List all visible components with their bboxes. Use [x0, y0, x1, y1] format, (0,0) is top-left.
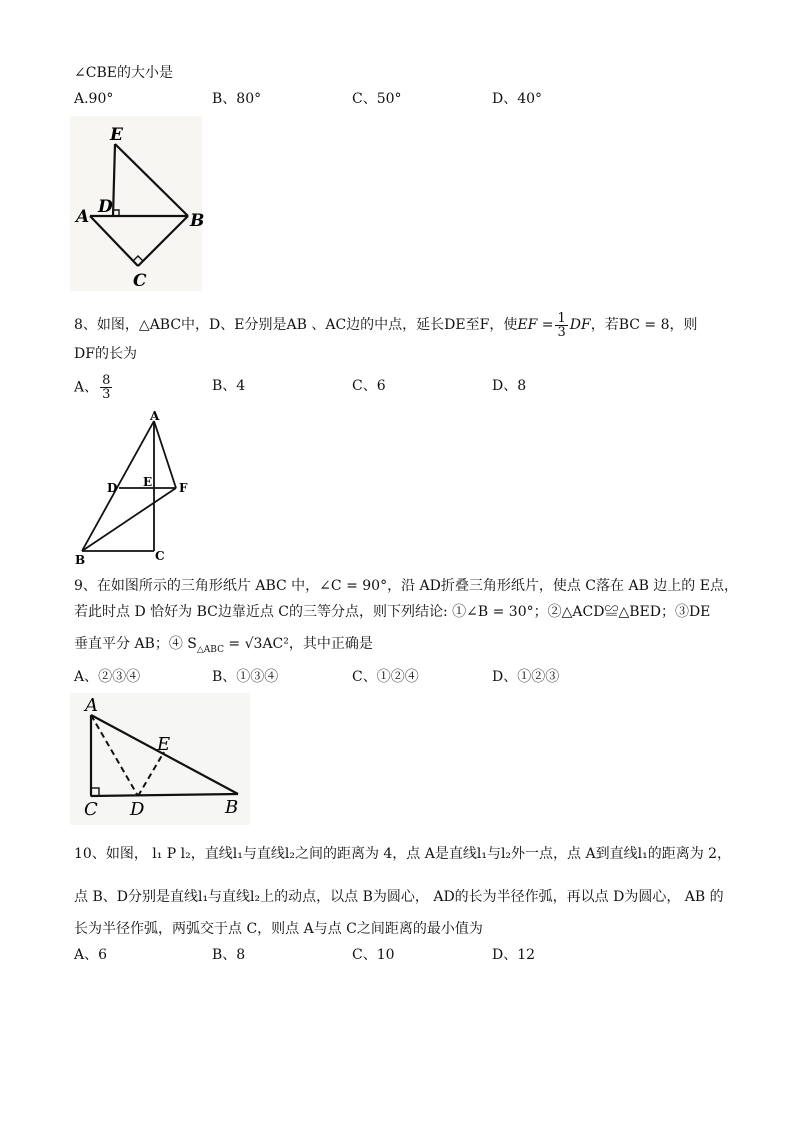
q8-option-d[interactable]: D、8 [492, 378, 527, 394]
q9-stem-line1: 9、在如图所示的三角形纸片 ABC 中，∠C = 90°，沿 AD折叠三角形纸片，使点 C落在 AB 边上的 E点， [74, 578, 738, 594]
q8-edge-bf [82, 488, 176, 551]
q9-option-b[interactable]: B、①③④ [212, 669, 279, 685]
q9-label-b: B [225, 797, 239, 818]
q8-option-c[interactable]: C、6 [352, 378, 386, 394]
q10-option-d[interactable]: D、12 [492, 947, 536, 963]
q9-label-a: A [85, 695, 98, 716]
q10-stem-line2: 点 B、D分别是直线l₁与直线l₂上的动点，以点 B为圆心， AD的长为半径作弧，再以点 D为圆心， AB 的 [74, 889, 724, 905]
q7-label-b: B [190, 211, 205, 231]
q10-option-c[interactable]: C、10 [352, 947, 395, 963]
q7-stem-tail: ∠CBE的大小是 [74, 65, 173, 81]
q8-options [74, 373, 634, 406]
q8-option-a-num: 8 [102, 373, 111, 388]
q8-text1: 如图，△ABC中，D、E分别是AB 、AC边的中点，延长DE至F，使 [96, 317, 518, 333]
q8-df: DF [569, 317, 591, 333]
q8-frac-den: 3 [557, 324, 566, 340]
q9-line3-a: 垂直平分 AB；④ S [74, 636, 197, 652]
q7-label-c: C [133, 271, 147, 291]
q9-option-a[interactable]: A、②③④ [74, 669, 141, 685]
q9-label-c: C [84, 799, 98, 820]
q7-figure [70, 116, 205, 291]
q8-ef: EF = [517, 317, 554, 333]
q9-option-c[interactable]: C、①②④ [352, 669, 419, 685]
q7-label-a: A [76, 207, 90, 227]
q8-option-a-den: 3 [102, 387, 111, 402]
q9-stem-line2: 若此时点 D 恰好为 BC边靠近点 C的三等分点，则下列结论: ①∠B = 30°；②△ACD≌△BED；③DE [74, 604, 711, 620]
q8-label-b: B [75, 553, 86, 567]
q8-label-e: E [143, 475, 153, 489]
q8-option-a-prefix: A、 [74, 379, 99, 396]
q7-option-d[interactable]: D、40° [492, 91, 543, 107]
q10-option-b[interactable]: B、8 [212, 947, 246, 963]
q8-label-f: F [179, 481, 188, 495]
q9-figure [70, 693, 250, 825]
q8-label-c: C [155, 549, 165, 563]
q9-line3-b: = √3AC²，其中正确是 [223, 636, 373, 652]
q8-frac-num: 1 [557, 310, 566, 326]
q8-fraction-one-third [555, 312, 567, 339]
q8-label-a: A [150, 409, 160, 423]
q8-edge-af [154, 421, 176, 488]
q8-number: 8、 [74, 317, 97, 333]
q10-stem-line1: 10、如图， l₁ P l₂，直线l₁与直线l₂之间的距离为 4，点 A是直线l₁与l₂外一点，点 A到直线l₁的距离为 2， [74, 846, 732, 862]
q8-option-a-fraction [100, 374, 112, 401]
q8-text2: ，若BC = 8，则 [590, 317, 698, 333]
q9-options [74, 667, 634, 687]
q8-label-d: D [107, 481, 118, 495]
q7-options [74, 89, 634, 109]
q10-options [74, 945, 634, 965]
q7-label-e: E [110, 125, 123, 145]
q10-option-a[interactable]: A、6 [74, 947, 108, 963]
q8-stem-line2: DF的长为 [74, 346, 137, 362]
q7-label-d: D [98, 197, 113, 217]
q9-stem-line3 [74, 634, 373, 660]
q9-line3-sub: △ABC [196, 644, 224, 655]
q9-option-d[interactable]: D、①②③ [492, 669, 560, 685]
q8-option-b[interactable]: B、4 [212, 378, 246, 394]
q8-figure [70, 408, 195, 570]
q10-stem-line3: 长为半径作弧，两弧交于点 C，则点 A与点 C之间距离的最小值为 [74, 921, 483, 937]
q8-stem-line1 [74, 305, 698, 345]
q9-label-e: E [157, 734, 171, 755]
q7-option-b[interactable]: B、80° [212, 91, 262, 107]
q7-option-c[interactable]: C、50° [352, 91, 402, 107]
q8-option-a[interactable] [74, 374, 114, 401]
q9-label-d: D [130, 799, 145, 820]
q7-option-a[interactable]: A.90° [74, 91, 114, 107]
